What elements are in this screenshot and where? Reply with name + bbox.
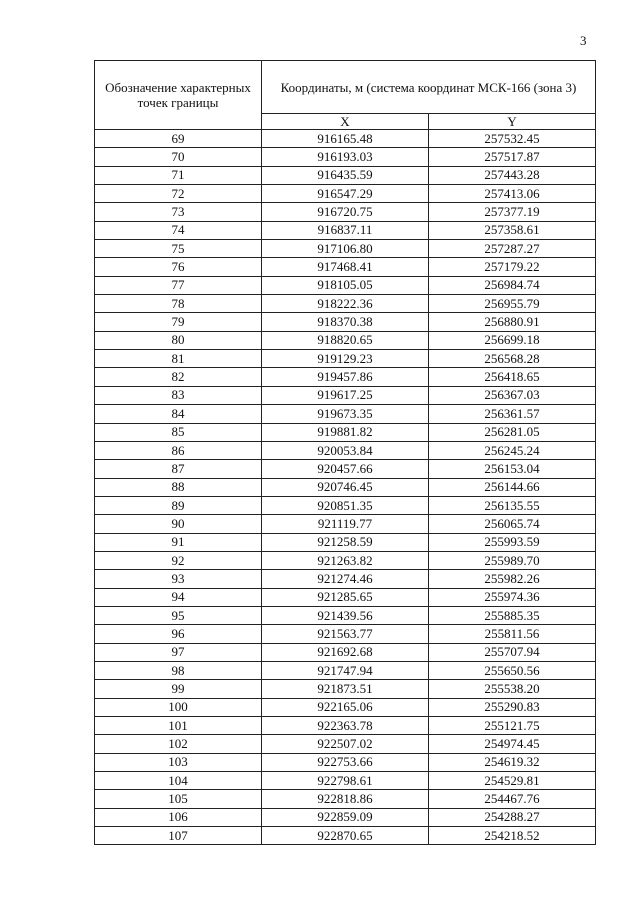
y-coordinate-cell: 256065.74 xyxy=(429,515,596,533)
x-coordinate-cell: 922798.61 xyxy=(262,772,429,790)
table-row xyxy=(95,698,596,716)
x-coordinate-cell: 921285.65 xyxy=(262,588,429,606)
y-coordinate-cell: 255290.83 xyxy=(429,698,596,716)
x-coordinate-cell: 919129.23 xyxy=(262,350,429,368)
y-coordinate-cell: 256418.65 xyxy=(429,368,596,386)
x-coordinate-cell: 916720.75 xyxy=(262,203,429,221)
point-number-cell: 90 xyxy=(95,515,262,533)
point-number-cell: 78 xyxy=(95,295,262,313)
x-coordinate-cell: 921274.46 xyxy=(262,570,429,588)
y-coordinate-cell: 254218.52 xyxy=(429,827,596,845)
table-row xyxy=(95,790,596,808)
point-number-cell: 102 xyxy=(95,735,262,753)
y-coordinate-cell: 256955.79 xyxy=(429,295,596,313)
point-number-cell: 81 xyxy=(95,350,262,368)
table-row xyxy=(95,606,596,624)
point-number-cell: 99 xyxy=(95,680,262,698)
y-coordinate-cell: 255974.36 xyxy=(429,588,596,606)
header-x: X xyxy=(262,114,429,130)
x-coordinate-cell: 920746.45 xyxy=(262,478,429,496)
y-coordinate-cell: 256153.04 xyxy=(429,460,596,478)
x-coordinate-cell: 920851.35 xyxy=(262,496,429,514)
y-coordinate-cell: 255538.20 xyxy=(429,680,596,698)
point-number-cell: 80 xyxy=(95,331,262,349)
point-number-cell: 95 xyxy=(95,606,262,624)
y-coordinate-cell: 255885.35 xyxy=(429,606,596,624)
point-number-cell: 76 xyxy=(95,258,262,276)
y-coordinate-cell: 257377.19 xyxy=(429,203,596,221)
x-coordinate-cell: 918820.65 xyxy=(262,331,429,349)
point-number-cell: 71 xyxy=(95,166,262,184)
point-number-cell: 82 xyxy=(95,368,262,386)
table-row xyxy=(95,130,596,148)
page-number: 3 xyxy=(580,33,587,48)
table-row xyxy=(95,772,596,790)
point-number-cell: 105 xyxy=(95,790,262,808)
point-number-cell: 79 xyxy=(95,313,262,331)
header-coordinates: Координаты, м (система координат МСК-166 (зона 3) xyxy=(262,61,596,114)
x-coordinate-cell: 917106.80 xyxy=(262,240,429,258)
table-body xyxy=(95,130,596,845)
y-coordinate-cell: 257179.22 xyxy=(429,258,596,276)
point-number-cell: 100 xyxy=(95,698,262,716)
y-coordinate-cell: 256135.55 xyxy=(429,496,596,514)
y-coordinate-cell: 255989.70 xyxy=(429,551,596,569)
x-coordinate-cell: 922859.09 xyxy=(262,808,429,826)
point-number-cell: 85 xyxy=(95,423,262,441)
table-row xyxy=(95,680,596,698)
x-coordinate-cell: 922753.66 xyxy=(262,753,429,771)
y-coordinate-cell: 254529.81 xyxy=(429,772,596,790)
y-coordinate-cell: 257443.28 xyxy=(429,166,596,184)
table-row xyxy=(95,661,596,679)
x-coordinate-cell: 918370.38 xyxy=(262,313,429,331)
x-coordinate-cell: 916837.11 xyxy=(262,221,429,239)
table-row xyxy=(95,570,596,588)
x-coordinate-cell: 922870.65 xyxy=(262,827,429,845)
table-row xyxy=(95,753,596,771)
x-coordinate-cell: 921873.51 xyxy=(262,680,429,698)
point-number-cell: 101 xyxy=(95,717,262,735)
table-row xyxy=(95,808,596,826)
point-number-cell: 72 xyxy=(95,185,262,203)
table-row xyxy=(95,185,596,203)
table-row xyxy=(95,258,596,276)
table-row xyxy=(95,148,596,166)
header-point-label: Обозначение характерных точек границы xyxy=(95,61,262,130)
x-coordinate-cell: 918105.05 xyxy=(262,276,429,294)
y-coordinate-cell: 255993.59 xyxy=(429,533,596,551)
y-coordinate-cell: 254467.76 xyxy=(429,790,596,808)
table-row xyxy=(95,423,596,441)
point-number-cell: 97 xyxy=(95,643,262,661)
table-row xyxy=(95,827,596,845)
point-number-cell: 87 xyxy=(95,460,262,478)
table-row xyxy=(95,717,596,735)
header-y: Y xyxy=(429,114,596,130)
y-coordinate-cell: 257358.61 xyxy=(429,221,596,239)
y-coordinate-cell: 255121.75 xyxy=(429,717,596,735)
point-number-cell: 106 xyxy=(95,808,262,826)
table-row xyxy=(95,441,596,459)
x-coordinate-cell: 919881.82 xyxy=(262,423,429,441)
x-coordinate-cell: 917468.41 xyxy=(262,258,429,276)
y-coordinate-cell: 255811.56 xyxy=(429,625,596,643)
point-number-cell: 86 xyxy=(95,441,262,459)
point-number-cell: 83 xyxy=(95,386,262,404)
x-coordinate-cell: 921439.56 xyxy=(262,606,429,624)
table-row xyxy=(95,405,596,423)
point-number-cell: 104 xyxy=(95,772,262,790)
x-coordinate-cell: 922507.02 xyxy=(262,735,429,753)
point-number-cell: 91 xyxy=(95,533,262,551)
x-coordinate-cell: 920457.66 xyxy=(262,460,429,478)
table-row xyxy=(95,496,596,514)
x-coordinate-cell: 921263.82 xyxy=(262,551,429,569)
x-coordinate-cell: 921258.59 xyxy=(262,533,429,551)
table-row xyxy=(95,313,596,331)
table-row xyxy=(95,643,596,661)
y-coordinate-cell: 254974.45 xyxy=(429,735,596,753)
y-coordinate-cell: 256568.28 xyxy=(429,350,596,368)
x-coordinate-cell: 918222.36 xyxy=(262,295,429,313)
y-coordinate-cell: 255982.26 xyxy=(429,570,596,588)
table-row xyxy=(95,460,596,478)
y-coordinate-cell: 254288.27 xyxy=(429,808,596,826)
point-number-cell: 73 xyxy=(95,203,262,221)
y-coordinate-cell: 256144.66 xyxy=(429,478,596,496)
x-coordinate-cell: 916193.03 xyxy=(262,148,429,166)
point-number-cell: 96 xyxy=(95,625,262,643)
point-number-cell: 89 xyxy=(95,496,262,514)
y-coordinate-cell: 257517.87 xyxy=(429,148,596,166)
x-coordinate-cell: 922363.78 xyxy=(262,717,429,735)
table-row xyxy=(95,350,596,368)
point-number-cell: 98 xyxy=(95,661,262,679)
x-coordinate-cell: 921692.68 xyxy=(262,643,429,661)
table-row xyxy=(95,551,596,569)
table-row xyxy=(95,478,596,496)
y-coordinate-cell: 255707.94 xyxy=(429,643,596,661)
y-coordinate-cell: 257413.06 xyxy=(429,185,596,203)
y-coordinate-cell: 256880.91 xyxy=(429,313,596,331)
x-coordinate-cell: 922818.86 xyxy=(262,790,429,808)
table-row xyxy=(95,221,596,239)
x-coordinate-cell: 916547.29 xyxy=(262,185,429,203)
y-coordinate-cell: 255650.56 xyxy=(429,661,596,679)
point-number-cell: 92 xyxy=(95,551,262,569)
x-coordinate-cell: 921563.77 xyxy=(262,625,429,643)
point-number-cell: 84 xyxy=(95,405,262,423)
point-number-cell: 74 xyxy=(95,221,262,239)
x-coordinate-cell: 921119.77 xyxy=(262,515,429,533)
point-number-cell: 69 xyxy=(95,130,262,148)
table-row xyxy=(95,625,596,643)
x-coordinate-cell: 916165.48 xyxy=(262,130,429,148)
table-row xyxy=(95,276,596,294)
point-number-cell: 94 xyxy=(95,588,262,606)
point-number-cell: 77 xyxy=(95,276,262,294)
y-coordinate-cell: 256699.18 xyxy=(429,331,596,349)
point-number-cell: 88 xyxy=(95,478,262,496)
y-coordinate-cell: 256281.05 xyxy=(429,423,596,441)
table-row xyxy=(95,295,596,313)
y-coordinate-cell: 257287.27 xyxy=(429,240,596,258)
x-coordinate-cell: 919673.35 xyxy=(262,405,429,423)
table-row xyxy=(95,240,596,258)
x-coordinate-cell: 919457.86 xyxy=(262,368,429,386)
y-coordinate-cell: 256984.74 xyxy=(429,276,596,294)
table-row xyxy=(95,515,596,533)
y-coordinate-cell: 256367.03 xyxy=(429,386,596,404)
y-coordinate-cell: 257532.45 xyxy=(429,130,596,148)
y-coordinate-cell: 256245.24 xyxy=(429,441,596,459)
x-coordinate-cell: 921747.94 xyxy=(262,661,429,679)
table-row xyxy=(95,386,596,404)
x-coordinate-cell: 922165.06 xyxy=(262,698,429,716)
table-row xyxy=(95,203,596,221)
point-number-cell: 75 xyxy=(95,240,262,258)
x-coordinate-cell: 916435.59 xyxy=(262,166,429,184)
point-number-cell: 107 xyxy=(95,827,262,845)
table-row xyxy=(95,368,596,386)
x-coordinate-cell: 920053.84 xyxy=(262,441,429,459)
x-coordinate-cell: 919617.25 xyxy=(262,386,429,404)
point-number-cell: 103 xyxy=(95,753,262,771)
point-number-cell: 93 xyxy=(95,570,262,588)
table-row xyxy=(95,735,596,753)
table-row xyxy=(95,166,596,184)
table-row xyxy=(95,588,596,606)
coordinates-table xyxy=(94,60,596,845)
point-number-cell: 70 xyxy=(95,148,262,166)
table-row xyxy=(95,533,596,551)
y-coordinate-cell: 254619.32 xyxy=(429,753,596,771)
y-coordinate-cell: 256361.57 xyxy=(429,405,596,423)
table-row xyxy=(95,331,596,349)
